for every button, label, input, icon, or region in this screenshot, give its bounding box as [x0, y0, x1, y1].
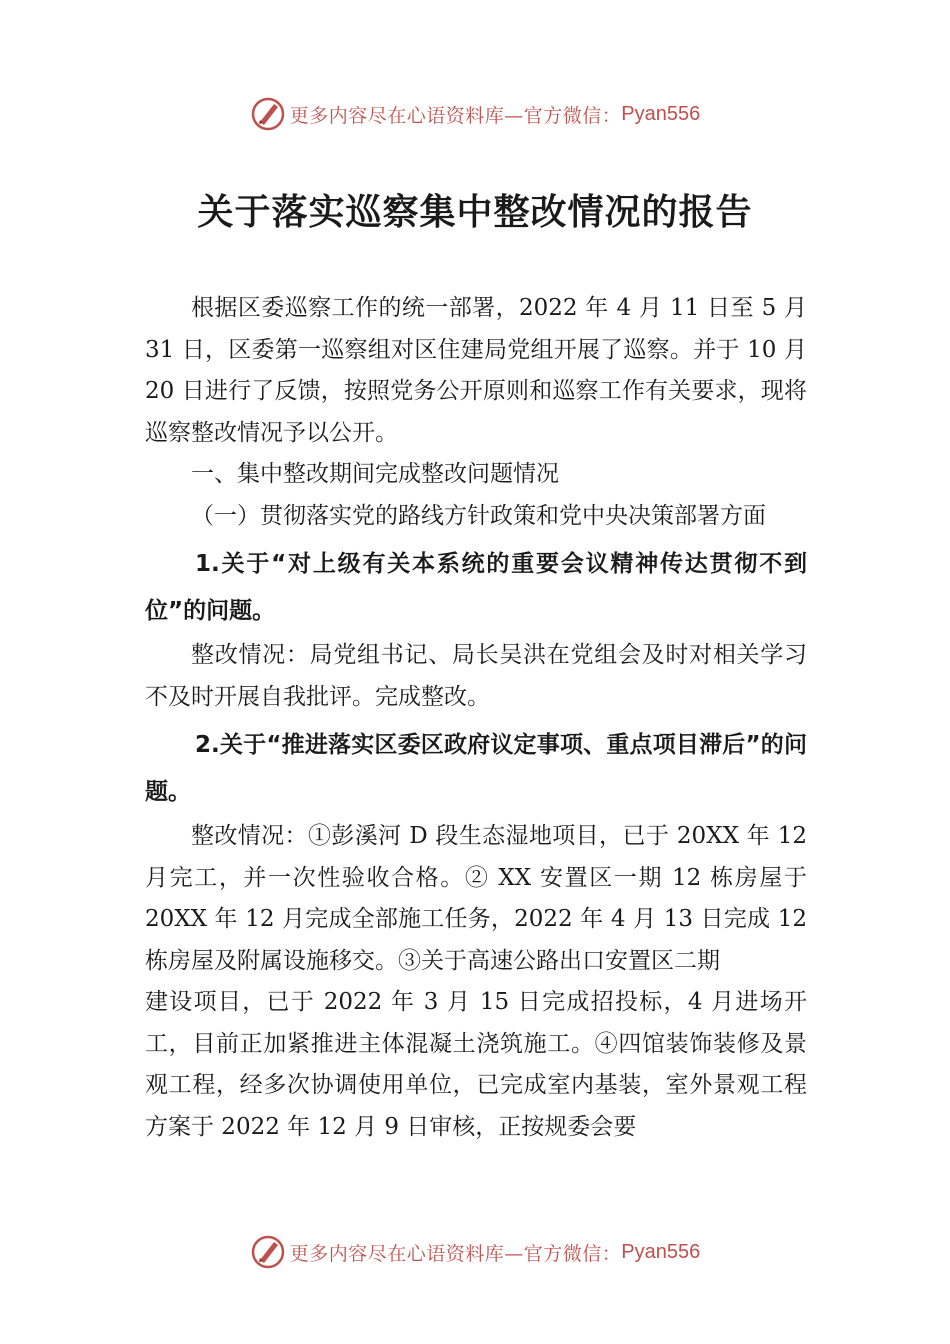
document-body — [145, 288, 807, 1148]
wechat-id: Pyan556 — [621, 1240, 701, 1263]
issue-heading-1: 1.关于“对上级有关本系统的重要会议精神传达贯彻不到位”的问题。 — [145, 551, 807, 624]
rectification-paragraph-2: 整改情况：①彭溪河 D 段生态湿地项目，已于 20XX 年 12 月完工，并一次性验收合格。② XX 安置区一期 12 栋房屋于 20XX 年 12 月完成全部施工任务，2022 年 4 月 13 日完成 12 栋房屋及附属设施移交。③关于高速公路出口安置区二期 — [145, 823, 807, 974]
header-banner — [0, 94, 950, 134]
rectification-paragraph-2-continued: 建设项目，已于 2022 年 3 月 15 日完成招投标，4 月进场开工，目前正加紧推进主体混凝土浇筑施工。④四馆装饰装修及景观工程，经多次协调使用单位，已完成室内基装，室外景观工程方案于 2022 年 12 月 9 日审核，正按规委会要 — [145, 989, 807, 1140]
intro-paragraph: 根据区委巡察工作的统一部署，2022 年 4 月 11 日至 5 月 31 日，区委第一巡察组对区住建局党组开展了巡察。并于 10 月 20 日进行了反馈，按照党务公开原则和巡察工作有关要求，现将巡察整改情况予以公开。 — [145, 295, 807, 446]
footer-banner — [0, 1232, 950, 1272]
banner-text: 更多内容尽在心语资料库—官方微信： — [289, 104, 622, 127]
issue-heading-2: 2.关于“推进落实区委区政府议定事项、重点项目滞后”的问题。 — [145, 732, 807, 805]
rectification-paragraph-1: 整改情况：局党组书记、局长吴洪在党组会及时对相关学习不及时开展自我批评。完成整改。 — [145, 642, 807, 710]
banner-text: 更多内容尽在心语资料库—官方微信： — [289, 1242, 622, 1265]
section-heading: 一、集中整改期间完成整改问题情况 — [191, 461, 559, 487]
wechat-id: Pyan556 — [621, 102, 701, 125]
document-title: 关于落实巡察集中整改情况的报告 — [197, 191, 753, 233]
logo-icon — [250, 96, 286, 132]
logo-icon — [250, 1234, 286, 1270]
subsection-heading: （一）贯彻落实党的路线方针政策和党中央决策部署方面 — [191, 502, 766, 529]
